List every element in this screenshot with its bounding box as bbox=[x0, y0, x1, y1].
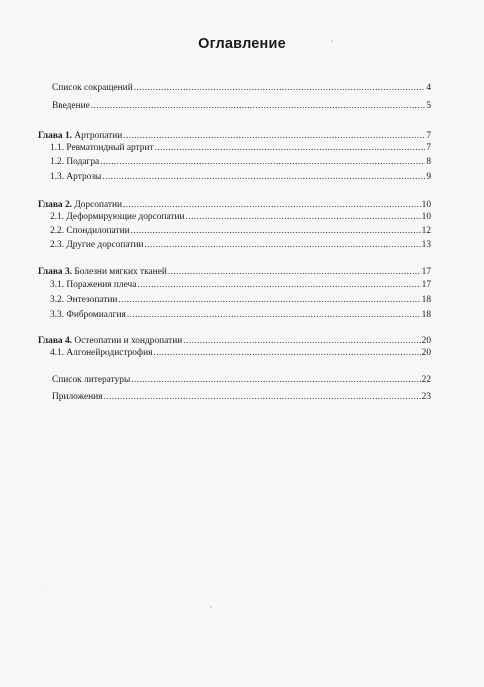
toc-entry bbox=[50, 156, 431, 168]
page-title: Оглавление bbox=[198, 36, 286, 52]
toc-page-number: 12 bbox=[421, 226, 431, 236]
toc-entry-text: Список сокращений bbox=[52, 83, 133, 93]
toc-entry-text: 1.1. Ревматоидный артрит bbox=[50, 143, 154, 153]
toc-entry bbox=[52, 82, 431, 94]
toc-page-number: 10 bbox=[421, 212, 431, 222]
toc-entry-text: Список литературы bbox=[52, 375, 131, 385]
toc-entry bbox=[50, 309, 431, 321]
toc-page-number: 20 bbox=[421, 348, 431, 358]
toc-entry bbox=[50, 279, 431, 291]
toc-chapter bbox=[38, 266, 431, 278]
toc-entry bbox=[50, 239, 431, 251]
toc-entry bbox=[50, 211, 431, 223]
toc-page-number: 18 bbox=[421, 295, 431, 305]
toc-entry-text: 3.3. Фибромиалгия bbox=[50, 310, 126, 320]
toc-entry bbox=[52, 100, 431, 112]
toc-entry-text: Глава 3. Болезни мягких тканей bbox=[38, 267, 167, 277]
toc-leader-dots bbox=[131, 225, 421, 237]
toc-page-number: 13 bbox=[421, 240, 431, 250]
toc-entry-text: Приложения bbox=[52, 392, 103, 402]
toc-entry-text: 1.2. Подагра bbox=[50, 157, 100, 167]
toc-chapter bbox=[38, 130, 431, 142]
scan-speck bbox=[40, 590, 41, 591]
toc-page-number: 18 bbox=[421, 310, 431, 320]
toc-leader-dots bbox=[144, 239, 420, 251]
toc-chapter bbox=[38, 335, 431, 347]
toc-entry bbox=[50, 142, 431, 154]
toc-page-number: 5 bbox=[426, 101, 431, 111]
toc-leader-dots bbox=[186, 211, 421, 223]
toc-page-number: 4 bbox=[426, 83, 431, 93]
toc-leader-dots bbox=[123, 199, 421, 211]
toc-leader-dots bbox=[103, 391, 420, 403]
toc-entry-text: 4.1. Алгонейродистрофия bbox=[50, 348, 153, 358]
toc-entry bbox=[52, 374, 431, 386]
toc-page-number: 23 bbox=[421, 392, 431, 402]
toc-entry bbox=[50, 171, 431, 183]
toc-page-number: 17 bbox=[421, 280, 431, 290]
toc-entry-text: Введение bbox=[52, 101, 90, 111]
toc-page-number: 7 bbox=[426, 143, 431, 153]
toc-page-number: 22 bbox=[421, 375, 431, 385]
toc-leader-dots bbox=[168, 266, 421, 278]
toc-leader-dots bbox=[155, 142, 426, 154]
toc-leader-dots bbox=[183, 335, 420, 347]
toc-leader-dots bbox=[137, 279, 420, 291]
toc-page-number: 8 bbox=[426, 157, 431, 167]
toc-leader-dots bbox=[118, 294, 420, 306]
scan-speck bbox=[210, 606, 212, 608]
toc-leader-dots bbox=[91, 100, 426, 112]
toc-entry-text: Глава 4. Остеопатии и хондропатии bbox=[38, 336, 183, 346]
toc-leader-dots bbox=[134, 82, 426, 94]
toc-leader-dots bbox=[100, 156, 425, 168]
toc-entry-text: 3.1. Поражения плеча bbox=[50, 280, 137, 290]
toc-page-number: 9 bbox=[426, 172, 431, 182]
toc-entry-text: 2.2. Спондилопатии bbox=[50, 226, 130, 236]
toc-entry-text: 2.1. Деформирующие дорсопатии bbox=[50, 212, 185, 222]
toc-entry-text: Глава 1. Артропатии bbox=[38, 131, 123, 141]
toc-chapter bbox=[38, 199, 431, 211]
toc-leader-dots bbox=[153, 347, 420, 359]
toc-entry-text: Глава 2. Дорсопатии bbox=[38, 200, 123, 210]
toc-entry bbox=[50, 225, 431, 237]
toc-page-number: 7 bbox=[426, 131, 431, 141]
scan-speck bbox=[331, 40, 333, 42]
toc-leader-dots bbox=[102, 171, 425, 183]
toc-leader-dots bbox=[123, 130, 425, 142]
toc-entry bbox=[50, 294, 431, 306]
toc-entry bbox=[50, 347, 431, 359]
toc-entry-text: 1.3. Артрозы bbox=[50, 172, 102, 182]
toc-entry-text: 2.3. Другие дорсопатии bbox=[50, 240, 144, 250]
toc-leader-dots bbox=[131, 374, 420, 386]
toc-page-number: 20 bbox=[421, 336, 431, 346]
toc-entry-text: 3.2. Энтезопатии bbox=[50, 295, 118, 305]
toc-page-number: 10 bbox=[421, 200, 431, 210]
toc-page-number: 17 bbox=[421, 267, 431, 277]
toc-leader-dots bbox=[127, 309, 421, 321]
toc-entry bbox=[52, 391, 431, 403]
